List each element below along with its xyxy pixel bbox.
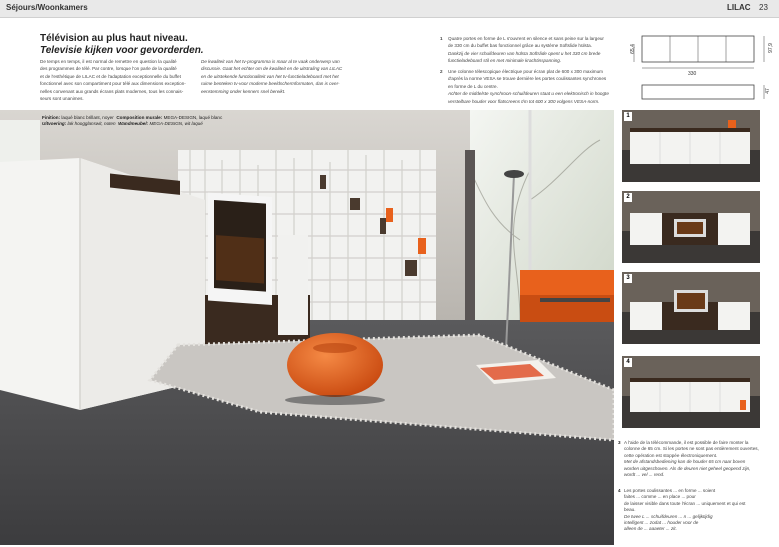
intro-fr: De temps en temps, il est normal de remettre en question la qualité des programmes de télé. Par contre, lorsque l'on parle de la qualité et de l'esthétique de LILAC et de l'adaptation exceptionnelle du buffet fonctionnel avec son compartiment pour télé aux dimensions exception- nelles convenant aux grands écrans plats modernes, tous les connais- seurs sont unanimes. <box>40 59 186 102</box>
section-title: Séjours/Woonkamers <box>6 3 88 12</box>
thumbnail-2: 2 <box>622 191 760 263</box>
photo-caption: Finition: laqué blanc brillant, noyer Composition murale: MEGA-DESIGN, laqué blanc Uitvoering: lak hoogglanswit, noten Wandmeubel: MEGA-DESIGN, wit laqué <box>42 115 223 126</box>
header-bar <box>0 0 779 18</box>
feature-2: 2 Une colonne télescopique électrique pour écran plat de 600 x 300 maximum d'après la norme VESA se trouve dernière les portes coulissantes synchrones en forme de L du centre. Achter de middelste synchroon-schuifdeuren staat u een elektronisch in hoogte verstelbare houder voor flatscreens t/m tot 600 x 300 volgens VESA-norm. <box>440 69 609 104</box>
headline-nl: Televisie kijken voor gevorderden. <box>40 45 204 56</box>
thumbnail-4: 4 <box>622 356 760 428</box>
intro-nl: De kwaliteit van het tv-programma is maar al te vaak onderwerp van discussie. Gaat het echter om de kwaliteit en de uitstraling van LILAC en de uitstekende functionaliteit van het tv-functieladeboard met het ruime benteken tv-voor moderne beeldschermformaten, dan is over- eenstemming onder kenners snel bereikt. <box>201 59 343 94</box>
dim-depth: 47 <box>764 88 771 94</box>
dim-height-right: 97,9 <box>767 43 774 53</box>
brand-name: LILAC <box>727 3 751 12</box>
note-3: 3 A l'aide de la télécommande, il est possible de faire monter la colonne de 65 cm. Si les portes ne sont pas entièrement ouvertes, cette opération est stoppée électroniquement. Met de afstandsbediening kan de houder 65 cm naar boven worden uitgeschoven. Als de deuren niet geheel geopend zijn, wordt ... vel ... rend. <box>618 440 759 478</box>
dimension-drawing <box>626 30 776 104</box>
dim-height-left: 65,4 <box>629 44 636 54</box>
feature-1: 1 Quatre portes en forme de L s'ouvrent en silence et sans peine sur la largeur de 330 cm du buffet bas fonctionnel grâce au système Softslide hülsta. Dankzij de vier schuifdeuren van hülsta Softslide opent u het 330 cm brede functieladeboard stil en met minimale krachtinspanning. <box>440 36 604 64</box>
thumbnail-3: 3 <box>622 272 760 344</box>
thumbnail-1: 1 <box>622 110 760 182</box>
dim-width: 330 <box>688 71 697 77</box>
note-4: 4 Les portes coulissantes ... en forme ... soient faites ... comme ... en place ... pour de laisser visible dans toute l'écran ... uniquement et qui est beau. De twee L ... schuifdeuren ... n ... gelijktijdig intelligent ... zodat ... houder voor de alleen de ... aaaeter ... zit. <box>618 488 746 532</box>
main-photo <box>0 110 614 545</box>
headline-fr: Télévision au plus haut niveau. <box>40 33 188 44</box>
page-number: 23 <box>759 3 768 12</box>
